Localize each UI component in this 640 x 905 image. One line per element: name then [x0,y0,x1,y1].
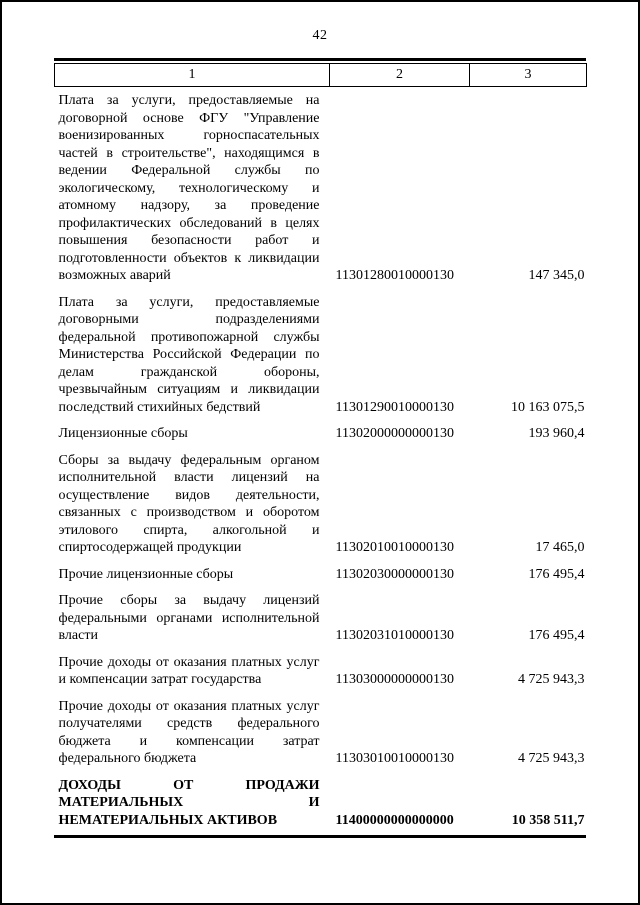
budget-code: 11301290010000130 [335,399,454,415]
revenue-item-name: Прочие лицензионные сборы [58,566,234,582]
revenue-item-name: Плата за услуги, предоставляемые на договорной основе ФГУ "Управление военизированных горноспасательных частей в строительстве", находящимся в ведении Федеральной службы по экологическому, технологическому и атомному надзору, за проведение профилактических обследований в целях повышения безопасности работ и подготовленности объектов к ликвидации возможных аварий [58,93,320,283]
budget-revenue-table [54,63,587,833]
table-row [55,87,587,289]
amount-value: 17 465,0 [535,540,585,555]
revenue-item-name: Плата за услуги, предоставляемые договорными подразделениями федеральной противопожарной службы Министерства Российской Федерации по делам гражданской обороны, чрезвычайным ситуациям и ликвидации последствий стихийных бедствий [58,294,320,415]
budget-code: 11303010010000130 [335,751,454,766]
column-header-3: 3 [470,64,587,87]
revenue-item-name: Прочие доходы от оказания платных услуг получателями средств федерального бюджета и компенсации затрат федерального бюджета [58,698,320,766]
budget-code: 11301280010000130 [335,268,454,283]
table-row [55,420,587,447]
table-row [55,693,587,772]
table-bottom-rule [54,835,586,838]
page-number: 42 [312,28,328,43]
budget-table-wrap [54,58,586,838]
table-header-row [55,64,587,87]
table-row [55,561,587,588]
revenue-item-name: Сборы за выдачу федеральным органом исполнительной власти лицензий на осуществление видов деятельности, связанных с производством и оборотом этилового спирта, алкогольной и спиртосодержащей продукции [58,452,320,555]
revenue-item-name: ДОХОДЫ ОТ ПРОДАЖИ МАТЕРИАЛЬНЫХ И НЕМАТЕРИАЛЬНЫХ АКТИВОВ [58,777,320,828]
amount-value: 10 163 075,5 [511,399,585,415]
revenue-item-name: Прочие сборы за выдачу лицензий федеральными органами исполнительной власти [58,593,320,643]
amount-value: 176 495,4 [528,628,585,643]
budget-code: 11302030000000130 [335,566,454,582]
budget-code: 11303000000000130 [335,672,454,687]
amount-value: 10 358 511,7 [511,812,585,828]
column-header-2: 2 [330,64,470,87]
amount-value: 193 960,4 [528,426,585,441]
budget-code: 11302000000000130 [335,426,454,441]
table-row [55,447,587,561]
amount-value: 4 725 943,3 [518,672,585,687]
revenue-item-name: Лицензионные сборы [58,426,188,441]
revenue-item-name: Прочие доходы от оказания платных услуг и компенсации затрат государства [58,654,320,687]
table-row [55,649,587,693]
column-header-1: 1 [55,64,330,87]
table-row [55,289,587,421]
amount-value: 147 345,0 [528,268,585,283]
table-row [55,587,587,649]
budget-code: 11400000000000000 [335,812,454,828]
budget-code: 11302031010000130 [335,628,454,643]
table-row-total-section [55,772,587,834]
amount-value: 176 495,4 [528,566,585,582]
table-top-rule [54,58,586,61]
amount-value: 4 725 943,3 [518,751,585,766]
budget-code: 11302010010000130 [335,540,454,555]
